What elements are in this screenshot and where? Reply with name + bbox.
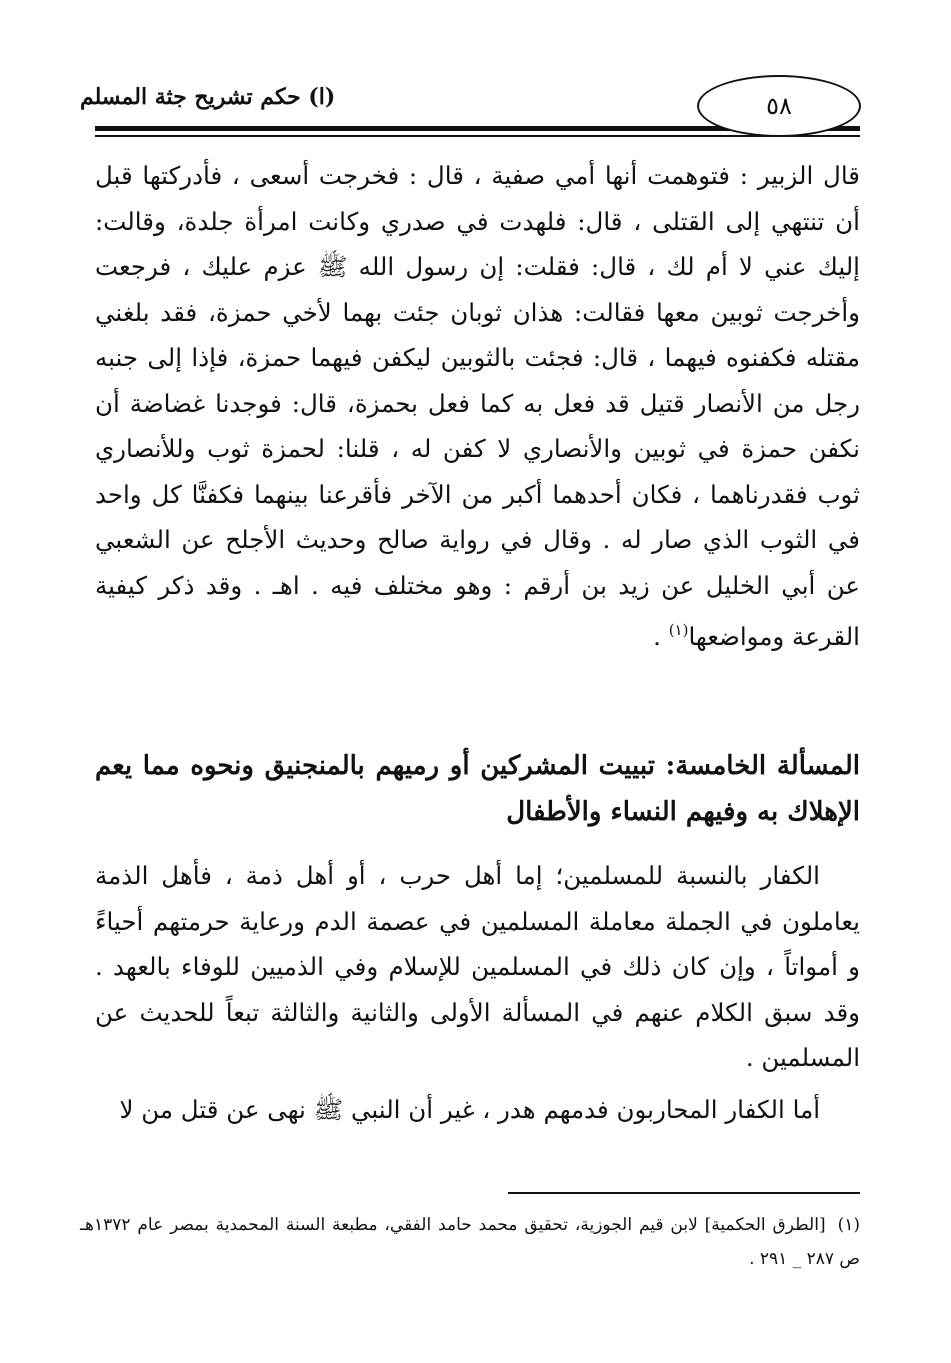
running-title: (ا) حكم تشريح جثة المسلم bbox=[80, 84, 336, 110]
footnote-reference[interactable]: (١) bbox=[668, 621, 689, 639]
paragraph-2: الكفار بالنسبة للمسلمين؛ إما أهل حرب ، أو أهل ذمة ، فأهل الذمة يعاملون في الجملة معاملة المسلمين في عصمة الدم ورعاية حرمتهم أحياءً و أمواتاً ، وإن كان ذلك في المسلمين للإسلام وفي الذميين للوفاء بالعهد . وقد سبق الكلام عنهم في المسألة الأولى والثانية والثالثة تبعاً للحديث عن المسلمين . bbox=[95, 861, 860, 1072]
section-heading: المسألة الخامسة: تبييت المشركين أو رميهم بالمنجنيق ونحوه مما يعم الإهلاك به وفيهم النساء والأطفال bbox=[95, 751, 860, 827]
main-text-block bbox=[95, 153, 860, 660]
paragraph-3: أما الكفار المحاربون فدمهم هدر ، غير أن النبي ﷺ نهى عن قتل من لا bbox=[119, 1094, 820, 1124]
paragraph-1-end: . bbox=[653, 622, 669, 651]
second-text-block bbox=[95, 853, 860, 1132]
page-number: ٥٨ bbox=[697, 75, 861, 137]
footnote-marker: (١) bbox=[837, 1215, 860, 1235]
paragraph-1 bbox=[95, 153, 860, 660]
header-rule-thin bbox=[95, 135, 860, 137]
footnote bbox=[80, 1208, 860, 1276]
footnote-separator bbox=[508, 1192, 860, 1194]
footnote-text: [الطرق الحكمية] لابن قيم الجوزية، تحقيق محمد حامد الفقي، مطبعة السنة المحمدية بمصر عام ١٣٧٢هـ ص ٢٨٧ _ ٢٩١ . bbox=[80, 1215, 860, 1269]
paragraph-1-text: قال الزبير : فتوهمت أنها أمي صفية ، قال : فخرجت أسعى ، فأدركتها قبل أن تنتهي إلى القتلى ، قال: فلهدت في صدري وكانت امرأة جلدة، وقالت: إليك عني لا أم لك ، قال: فقلت: إن رسول الله ﷺ عزم عليك ، فرجعت وأخرجت ثوبين معها فقالت: هذان ثوبان جئت بهما لأخي حمزة، فقد بلغني مقتله فكفنوه فيهما ، قال: فجئت بالثوبين ليكفن فيهما حمزة، فإذا إلى جنبه رجل من الأنصار قتيل قد فعل به كما فعل بحمزة، قال: فوجدنا غضاضة أن نكفن حمزة في ثوبين والأنصاري لا كفن له ، قلنا: لحمزة ثوب وللأنصاري ثوب فقدرناهما ، فكان أحدهما أكبر من الآخر فأقرعنا بينهما فكفنَّا كل واحد في الثوب الذي صار له . وقال في رواية صالح وحديث الأجلح عن الشعبي عن أبي الخليل عن زيد بن أرقم : وهو مختلف فيه . اهـ . وقد ذكر كيفية القرعة ومواضعها bbox=[95, 161, 860, 651]
